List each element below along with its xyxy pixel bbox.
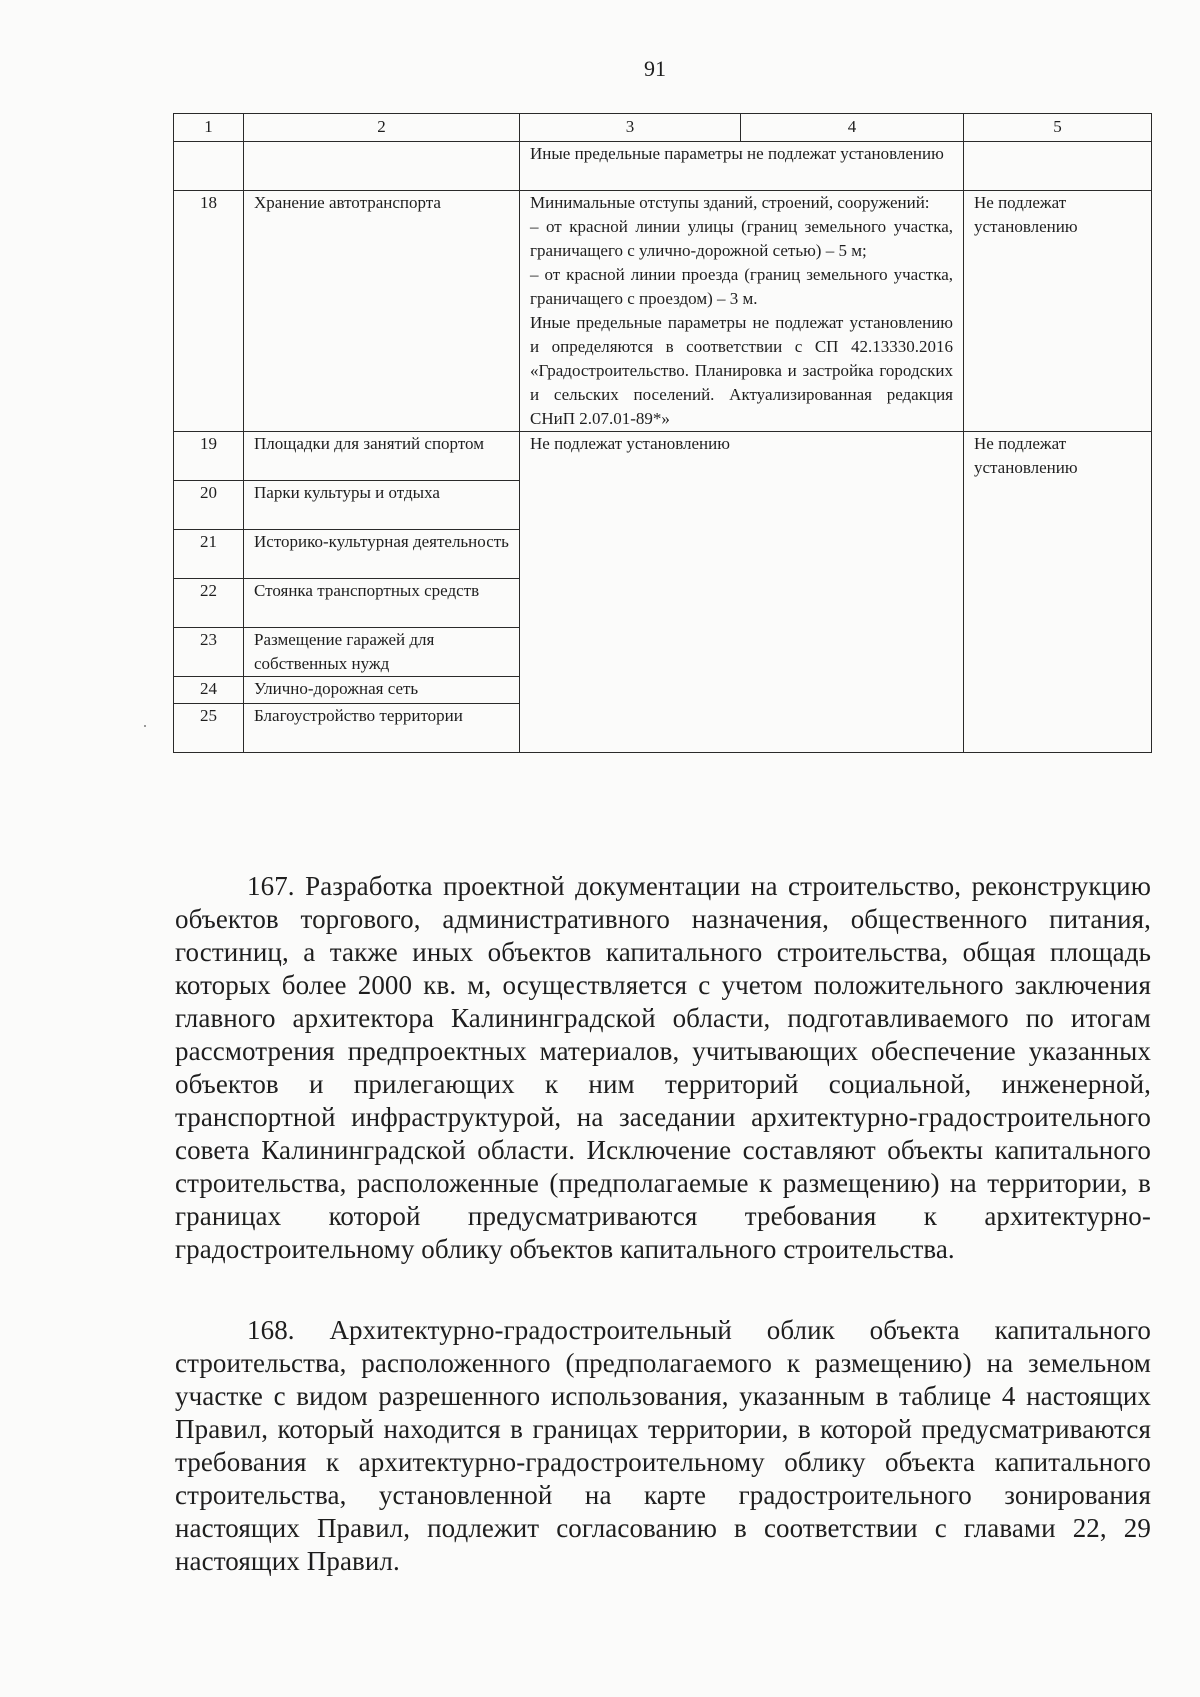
params-line: – от красной линии улицы (границ земельного участка, граничащего с улично-дорожной сетью) – 5 м; (530, 217, 953, 260)
table-row-continuation (174, 142, 1152, 191)
group-params-cell: Не подлежат установлению (520, 432, 964, 753)
paragraph-168 (175, 1314, 1151, 1578)
column-header-1: 1 (174, 114, 244, 142)
use-type-name: Стоянка транспортных средств (244, 579, 520, 628)
row-number: 23 (174, 628, 244, 677)
table-header-row (174, 114, 1152, 142)
zoning-parameters-table (173, 113, 1152, 753)
row-number: 22 (174, 579, 244, 628)
params-line: Минимальные отступы зданий, строений, сооружений: (530, 193, 930, 212)
row-number: 24 (174, 677, 244, 704)
row-18-params-cell (520, 191, 964, 432)
continuation-params-cell: Иные предельные параметры не подлежат установлению (520, 142, 964, 191)
column-header-5: 5 (964, 114, 1152, 142)
paragraph-167 (175, 870, 1151, 1266)
use-type-name: Историко-культурная деятельность (244, 530, 520, 579)
row-number: 21 (174, 530, 244, 579)
row-18-col5: Не подлежат установлению (964, 191, 1152, 432)
use-type-name: Благоустройство территории (244, 704, 520, 753)
table-row-18 (174, 191, 1152, 432)
row-number: 25 (174, 704, 244, 753)
params-line: – от красной линии проезда (границ земельного участка, граничащего с проездом) – 3 м. (530, 265, 953, 308)
use-type-name: Улично-дорожная сеть (244, 677, 520, 704)
row-number: 20 (174, 481, 244, 530)
paragraph-text: 167. Разработка проектной документации на строительство, реконструкцию объектов торгового, административного назначения, общественного питания, гостиниц, а также иных объектов капитального строительства, общая площадь которых более 2000 кв. м, осуществляется с учетом положительного заключения главного архитектора Калининградской области, подготавливаемого по итогам рассмотрения предпроектных материалов, учитывающих обеспечение указанных объектов и прилегающих к ним территорий социальной, инженерной, транспортной инфраструктурой, на заседании архитектурно-градостроительного совета Калининградской области. Исключение составляют объекты капитального строительства, расположенные (предполагаемые к размещению) на территории, в границах которой предусматриваются требования к архитектурно-градостроительному облику объектов капитального строительства. (175, 871, 1151, 1264)
column-header-3: 3 (520, 114, 741, 142)
params-line: Иные предельные параметры не подлежат установлению и определяются в соответствии с СП 42.13330.2016 «Градостроительство. Планировка и застройка городских и сельских поселений. Актуализированная редакция СНиП 2.07.01-89*» (530, 313, 953, 428)
column-header-4: 4 (741, 114, 964, 142)
row-number: 19 (174, 432, 244, 481)
paragraph-text: 168. Архитектурно-градостроительный облик объекта капитального строительства, расположенного (предполагаемого к размещению) на земельном участке с видом разрешенного использования, указанным в таблице 4 настоящих Правил, который находится в границах территории, в которой предусматриваются требования к архитектурно-градостроительному облику объекта капитального строительства, установленной на карте градостроительного зонирования настоящих Правил, подлежит согласованию в соответствии с главами 22, 29 настоящих Правил. (175, 1315, 1151, 1576)
scan-mark (144, 725, 146, 727)
page-number: 91 (644, 56, 666, 81)
use-type-name: Размещение гаражей для собственных нужд (244, 628, 520, 677)
use-type-name: Площадки для занятий спортом (244, 432, 520, 481)
group-col5-cell: Не подлежат установлению (964, 432, 1152, 753)
column-header-2: 2 (244, 114, 520, 142)
use-type-name: Хранение автотранспорта (244, 191, 520, 432)
use-type-name: Парки культуры и отдыха (244, 481, 520, 530)
table-row-19 (174, 432, 1152, 481)
row-number: 18 (174, 191, 244, 432)
